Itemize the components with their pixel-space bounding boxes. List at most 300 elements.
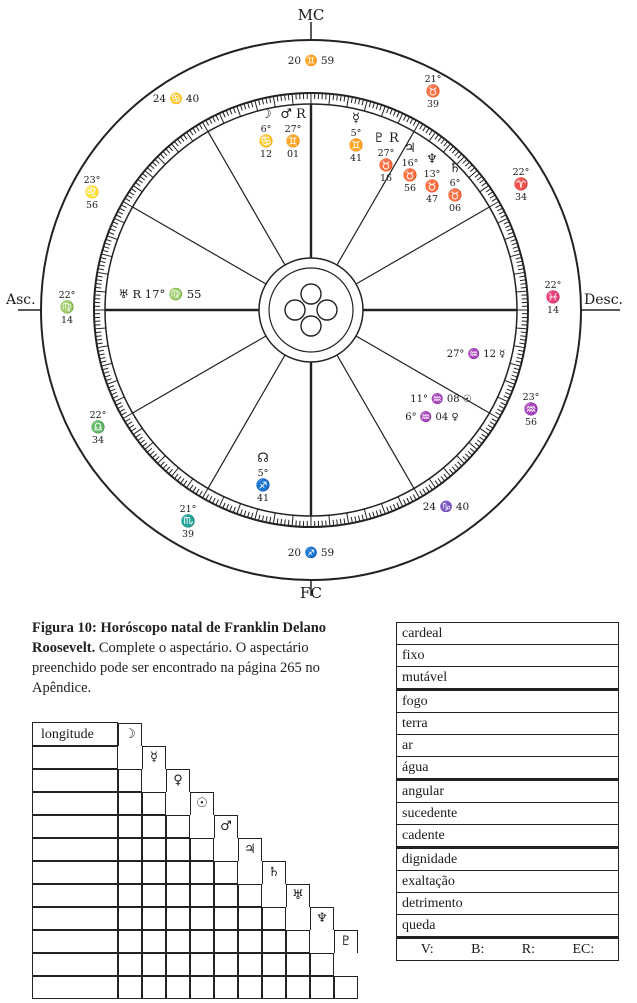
- degree-tick: [347, 96, 349, 107]
- degree-tick: [480, 179, 485, 183]
- quality-label[interactable]: cadente: [397, 825, 619, 848]
- aspectarian-cell[interactable]: [166, 907, 190, 930]
- cusp-sign-icon: ♌: [84, 185, 100, 199]
- degree-tick: [166, 149, 170, 153]
- degree-tick: [103, 372, 109, 374]
- center-circle: [301, 316, 321, 336]
- degree-tick: [102, 250, 108, 252]
- degree-tick: [463, 457, 467, 461]
- quality-label[interactable]: fixo: [397, 645, 619, 667]
- degree-tick: [514, 250, 520, 252]
- aspectarian-cell[interactable]: [142, 953, 166, 976]
- degree-tick: [398, 113, 403, 123]
- footer-count-label[interactable]: EC:: [572, 941, 595, 957]
- planet-sign-icon: ♉: [402, 168, 418, 182]
- aspectarian-cell[interactable]: [118, 861, 142, 884]
- degree-tick: [97, 346, 108, 348]
- degree-tick: [449, 469, 453, 474]
- degree-tick: [100, 261, 106, 262]
- planet-sign-icon: ♊: [285, 134, 301, 148]
- degree-tick: [219, 113, 224, 123]
- degree-tick: [206, 495, 209, 500]
- degree-tick: [127, 195, 132, 198]
- degree-tick: [423, 126, 426, 131]
- aspectarian-planet-icon: ♀: [166, 769, 190, 792]
- house-cusp-label: [423, 500, 469, 513]
- degree-tick: [103, 247, 109, 249]
- degree-tick: [209, 118, 212, 123]
- degree-tick: [376, 511, 378, 517]
- degree-tick: [196, 126, 199, 131]
- degree-tick: [160, 154, 164, 158]
- center-circle: [285, 300, 305, 320]
- degree-tick: [273, 513, 275, 524]
- degree-tick: [398, 497, 403, 507]
- cusp-degree: 23°: [522, 392, 540, 403]
- planet-glyph-icon: ☽: [260, 107, 272, 122]
- degree-tick: [519, 276, 525, 277]
- aspectarian-planet-icon: ☉: [190, 792, 214, 815]
- planet-position: [410, 392, 471, 405]
- aspectarian-cell[interactable]: [142, 815, 166, 838]
- degree-tick: [125, 419, 130, 422]
- quality-label[interactable]: fogo: [397, 690, 619, 713]
- degree-tick: [498, 397, 508, 402]
- aspectarian-cell[interactable]: [214, 861, 238, 884]
- degree-tick: [488, 192, 493, 195]
- degree-tick: [518, 350, 524, 351]
- degree-tick: [477, 176, 482, 180]
- aspectarian-cell[interactable]: [142, 884, 166, 907]
- degree-tick: [259, 99, 260, 105]
- degree-tick: [193, 487, 196, 492]
- degree-tick: [329, 94, 330, 105]
- degree-tick: [501, 402, 506, 405]
- degree-tick: [420, 124, 423, 129]
- cusp-text: 24 ♑ 40: [422, 501, 470, 513]
- house-cusp-label: [288, 54, 334, 67]
- aspectarian-cell[interactable]: [190, 976, 214, 999]
- aspectarian-cell[interactable]: [166, 815, 190, 838]
- degree-tick: [106, 239, 112, 241]
- quality-label[interactable]: exaltação: [397, 871, 619, 893]
- degree-tick: [513, 372, 519, 374]
- degree-tick: [266, 98, 267, 104]
- degree-tick: [420, 491, 423, 496]
- figure-caption: [32, 618, 367, 698]
- quality-label[interactable]: dignidade: [397, 848, 619, 871]
- aspectarian-cell[interactable]: [286, 953, 310, 976]
- quality-row: [397, 690, 619, 713]
- degree-tick: [113, 222, 118, 224]
- degree-tick: [482, 182, 487, 186]
- degree-tick: [240, 510, 242, 516]
- degree-tick: [121, 205, 126, 208]
- degree-tick: [288, 94, 289, 100]
- degree-tick: [226, 110, 228, 116]
- degree-tick: [105, 375, 111, 377]
- planet-position: [259, 107, 274, 160]
- planet-position: [402, 141, 419, 194]
- degree-tick: [98, 350, 104, 351]
- quality-label[interactable]: terra: [397, 713, 619, 735]
- aspectarian-cell[interactable]: [166, 861, 190, 884]
- aspectarian-cell[interactable]: [142, 907, 166, 930]
- aspectarian-cell[interactable]: [310, 976, 334, 999]
- degree-tick: [174, 141, 178, 146]
- cusp-sign-icon: ♓: [545, 290, 561, 304]
- footer-count-label[interactable]: V:: [420, 941, 434, 957]
- aspectarian-cell[interactable]: [190, 838, 214, 861]
- degree-tick: [119, 208, 124, 211]
- degree-tick: [426, 128, 429, 133]
- degree-tick: [105, 243, 111, 245]
- degree-tick: [410, 118, 413, 123]
- aspectarian-longitude-cell: [32, 861, 118, 884]
- aspectarian-cell[interactable]: [190, 907, 214, 930]
- degree-tick: [516, 328, 527, 329]
- degree-tick: [455, 464, 459, 468]
- degree-tick: [273, 96, 275, 107]
- footer-count-label[interactable]: R:: [521, 941, 536, 957]
- degree-tick: [482, 434, 487, 438]
- degree-tick: [508, 386, 514, 388]
- degree-tick: [150, 165, 154, 169]
- degree-tick: [129, 425, 134, 428]
- aspectarian-cell[interactable]: [118, 769, 142, 792]
- degree-tick: [292, 515, 293, 526]
- degree-tick: [510, 363, 521, 366]
- aspectarian-cell[interactable]: [262, 930, 286, 953]
- degree-tick: [95, 328, 106, 329]
- degree-tick: [438, 479, 442, 484]
- quality-row: [397, 893, 619, 915]
- degree-tick: [397, 503, 399, 508]
- cusp-minutes: 39: [426, 99, 440, 110]
- degree-tick: [107, 380, 117, 384]
- aspectarian-planet-icon: ♅: [286, 884, 310, 907]
- aspectarian-cell[interactable]: [118, 838, 142, 861]
- planet-text: 6° ♒ 04 ♀: [405, 412, 459, 423]
- aspectarian-planet-icon: ☽: [118, 723, 142, 746]
- degree-tick: [233, 507, 235, 513]
- quality-row: [397, 825, 619, 848]
- aspectarian-cell[interactable]: [166, 838, 190, 861]
- degree-tick: [230, 109, 232, 115]
- quality-row: [397, 713, 619, 735]
- planet-degree: 6°: [449, 178, 461, 189]
- degree-tick: [512, 375, 518, 377]
- degree-tick: [114, 218, 124, 223]
- degree-tick: [376, 104, 378, 110]
- degree-tick: [288, 520, 289, 526]
- quality-row: [397, 871, 619, 893]
- cusp-sign-icon: ♍: [59, 300, 75, 314]
- degree-tick: [441, 476, 445, 481]
- quality-label[interactable]: água: [397, 757, 619, 780]
- degree-tick: [477, 440, 482, 444]
- degree-tick: [101, 363, 112, 366]
- degree-tick: [140, 176, 145, 180]
- planet-degree: 27°: [377, 148, 395, 159]
- degree-tick: [490, 422, 495, 425]
- aspectarian-planet-icon: ♃: [238, 838, 262, 861]
- aspectarian-cell[interactable]: [118, 907, 142, 930]
- degree-tick: [177, 139, 181, 144]
- degree-tick: [180, 479, 184, 484]
- aspectarian-cell[interactable]: [334, 976, 358, 999]
- center-circle: [317, 300, 337, 320]
- degree-tick: [426, 487, 429, 492]
- degree-tick: [369, 513, 371, 519]
- degree-tick: [110, 229, 116, 231]
- aspectarian-cell[interactable]: [214, 884, 238, 907]
- aspectarian-cell[interactable]: [214, 930, 238, 953]
- degree-tick: [219, 497, 224, 507]
- planet-minutes: 41: [349, 153, 363, 164]
- house-cusp-line: [133, 336, 266, 413]
- aspectarian-cell[interactable]: [142, 792, 166, 815]
- aspectarian-cell[interactable]: [238, 976, 262, 999]
- degree-tick: [163, 464, 167, 468]
- caption-title: Figura 10: Horóscopo natal de Franklin Delano Roosevelt.: [32, 620, 327, 656]
- degree-tick: [390, 506, 392, 512]
- aspectarian-cell[interactable]: [118, 930, 142, 953]
- footer-count-label[interactable]: B:: [471, 941, 485, 957]
- degree-tick: [513, 247, 519, 249]
- degree-tick: [111, 225, 117, 227]
- degree-tick: [110, 389, 116, 391]
- degree-tick: [380, 510, 382, 516]
- aspectarian-cell[interactable]: [286, 930, 310, 953]
- degree-tick: [390, 109, 392, 115]
- cusp-degree: 22°: [544, 280, 562, 291]
- degree-tick: [270, 97, 271, 103]
- degree-tick: [100, 357, 106, 358]
- degree-tick: [277, 96, 278, 102]
- cusp-minutes: 14: [60, 315, 74, 326]
- aspectarian-cell[interactable]: [118, 815, 142, 838]
- degree-tick: [147, 168, 152, 172]
- aspectarian-cell[interactable]: [190, 884, 214, 907]
- qualities-table: [396, 622, 619, 961]
- aspectarian-cell[interactable]: [190, 953, 214, 976]
- quality-row: [397, 735, 619, 757]
- planet-position: [405, 410, 458, 423]
- degree-tick: [387, 507, 389, 513]
- degree-tick: [127, 422, 132, 425]
- degree-tick: [475, 173, 480, 177]
- degree-tick: [344, 518, 345, 524]
- quality-label[interactable]: detrimento: [397, 893, 619, 915]
- degree-tick: [498, 218, 508, 223]
- cusp-minutes: 39: [181, 529, 195, 540]
- degree-tick: [444, 141, 448, 146]
- degree-tick: [196, 489, 199, 494]
- quality-label[interactable]: ar: [397, 735, 619, 757]
- aspectarian-longitude-cell: [32, 769, 118, 792]
- degree-tick: [521, 332, 527, 333]
- house-cusp-label: [523, 392, 540, 428]
- aspectarian-cell[interactable]: [214, 907, 238, 930]
- degree-tick: [486, 428, 491, 431]
- planet-glyph-icon: ☿: [352, 111, 360, 126]
- aspectarian-cell[interactable]: [238, 953, 262, 976]
- degree-tick: [107, 236, 117, 240]
- degree-tick: [373, 512, 375, 518]
- aspectarian-cell[interactable]: [214, 976, 238, 999]
- degree-tick: [329, 515, 330, 526]
- aspectarian-cell[interactable]: [118, 953, 142, 976]
- degree-tick: [108, 232, 114, 234]
- degree-tick: [381, 504, 385, 514]
- cusp-minutes: 34: [91, 435, 105, 446]
- aspectarian-cell[interactable]: [118, 884, 142, 907]
- degree-tick: [113, 396, 118, 398]
- degree-tick: [358, 99, 359, 105]
- degree-tick: [99, 265, 105, 266]
- aspectarian-cell[interactable]: [262, 953, 286, 976]
- planet-position: [256, 451, 271, 504]
- aspectarian-cell[interactable]: [166, 884, 190, 907]
- degree-tick: [516, 258, 522, 259]
- degree-tick: [97, 276, 103, 277]
- aspectarian-cell[interactable]: [238, 907, 262, 930]
- planet-glyph-icon: ♄: [449, 161, 461, 176]
- aspectarian-cell[interactable]: [238, 884, 262, 907]
- aspectarian-cell[interactable]: [262, 907, 286, 930]
- degree-tick: [413, 495, 416, 500]
- degree-tick: [516, 361, 522, 362]
- quality-label[interactable]: cardeal: [397, 623, 619, 645]
- aspectarian-cell[interactable]: [166, 930, 190, 953]
- quality-label[interactable]: angular: [397, 780, 619, 803]
- aspectarian-cell[interactable]: [310, 953, 334, 976]
- planet-minutes: 56: [403, 183, 417, 194]
- degree-tick: [102, 368, 108, 370]
- degree-tick: [118, 211, 123, 214]
- degree-tick: [216, 115, 219, 120]
- degree-tick: [364, 100, 367, 111]
- degree-tick: [277, 518, 278, 524]
- degree-tick: [169, 469, 173, 474]
- aspectarian-cell[interactable]: [118, 792, 142, 815]
- aspectarian-cell[interactable]: [286, 976, 310, 999]
- aspectarian-longitude-cell: [32, 930, 118, 953]
- aspectarian-cell[interactable]: [142, 930, 166, 953]
- degree-tick: [438, 137, 442, 142]
- degree-tick: [255, 100, 258, 111]
- degree-tick: [262, 516, 263, 522]
- degree-tick: [251, 513, 253, 519]
- aspectarian-cell[interactable]: [190, 861, 214, 884]
- degree-tick: [517, 357, 523, 358]
- aspectarian-cell[interactable]: [142, 861, 166, 884]
- degree-tick: [160, 462, 164, 466]
- degree-tick: [407, 498, 410, 503]
- planet-text: 11° ♒ 08 ☉: [410, 394, 472, 405]
- aspectarian-longitude-cell: [32, 884, 118, 907]
- degree-tick: [504, 222, 509, 224]
- aspectarian-header: longitude: [32, 722, 118, 746]
- planet-glyph-icon: ♇ R: [373, 131, 399, 146]
- degree-tick: [97, 343, 103, 344]
- aspectarian-cell[interactable]: [214, 953, 238, 976]
- cusp-degree: 22°: [89, 410, 107, 421]
- aspectarian-cell[interactable]: [166, 953, 190, 976]
- aspectarian-cell[interactable]: [238, 930, 262, 953]
- degree-tick: [413, 120, 416, 125]
- aspectarian-longitude-cell: [32, 838, 118, 861]
- aspectarian-cell[interactable]: [262, 976, 286, 999]
- planet-minutes: 01: [286, 149, 300, 160]
- degree-tick: [364, 509, 367, 520]
- degree-tick: [517, 261, 523, 262]
- degree-tick: [142, 443, 147, 447]
- planet-text: ♅ R 17° ♍ 55: [118, 287, 202, 301]
- degree-tick: [512, 243, 518, 245]
- planet-sign-icon: ♐: [255, 478, 271, 492]
- quality-label[interactable]: sucedente: [397, 803, 619, 825]
- aspectarian-cell[interactable]: [142, 976, 166, 999]
- degree-tick: [116, 215, 121, 218]
- degree-tick: [108, 386, 114, 388]
- degree-tick: [347, 513, 349, 524]
- degree-tick: [511, 379, 517, 381]
- degree-tick: [486, 189, 491, 192]
- house-cusp-label: [425, 74, 442, 110]
- degree-tick: [505, 392, 511, 394]
- degree-tick: [381, 106, 385, 116]
- aspectarian-cell[interactable]: [142, 838, 166, 861]
- aspectarian-cell[interactable]: [166, 976, 190, 999]
- aspectarian-cell[interactable]: [190, 930, 214, 953]
- degree-tick: [387, 107, 389, 113]
- planet-position: [424, 152, 441, 205]
- cusp-minutes: 14: [546, 305, 560, 316]
- degree-tick: [270, 517, 271, 523]
- planet-degree: 27°: [284, 124, 302, 135]
- degree-tick: [514, 272, 525, 274]
- house-cusp-line: [208, 355, 285, 488]
- degree-tick: [452, 149, 456, 153]
- degree-tick: [212, 117, 215, 122]
- degree-tick: [125, 198, 130, 201]
- degree-tick: [244, 104, 246, 110]
- degree-tick: [169, 146, 173, 151]
- degree-tick: [517, 354, 523, 355]
- degree-tick: [517, 265, 523, 266]
- quality-row: [397, 915, 619, 938]
- degree-tick: [468, 451, 472, 455]
- quality-label[interactable]: mutável: [397, 667, 619, 690]
- aspectarian-cell[interactable]: [118, 976, 142, 999]
- degree-tick: [138, 179, 143, 183]
- planet-minutes: 06: [448, 203, 462, 214]
- degree-tick: [492, 198, 497, 201]
- house-cusp-line: [208, 132, 285, 265]
- degree-tick: [505, 380, 515, 384]
- degree-tick: [470, 448, 475, 452]
- degree-tick: [444, 474, 448, 479]
- degree-tick: [333, 520, 334, 526]
- degree-tick: [106, 379, 112, 381]
- degree-tick: [504, 396, 509, 398]
- quality-label[interactable]: queda: [397, 915, 619, 938]
- degree-tick: [510, 254, 521, 257]
- degree-tick: [116, 402, 121, 405]
- planet-degree: 13°: [423, 169, 441, 180]
